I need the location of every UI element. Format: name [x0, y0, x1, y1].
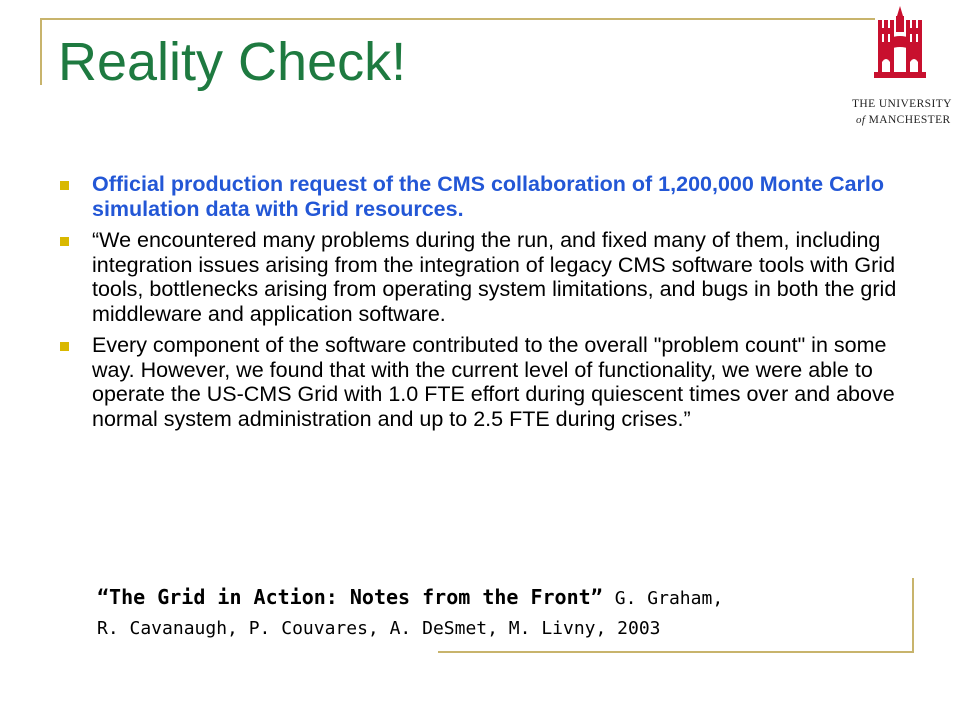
citation-authors-start: G. Graham,	[614, 588, 724, 609]
logo-text-of: of	[856, 114, 866, 126]
bullet-square-icon	[60, 181, 69, 190]
bullet-list	[60, 172, 920, 438]
citation	[97, 582, 897, 644]
citation-title: “The Grid in Action: Notes from the Front”	[97, 585, 603, 609]
logo-text-name: MANCHESTER	[868, 114, 951, 126]
frame-left-rule	[40, 18, 42, 85]
bullet-item	[60, 172, 920, 221]
university-crest-icon	[846, 6, 954, 96]
bullet-square-icon	[60, 342, 69, 351]
citation-line-1	[97, 582, 897, 614]
frame-bottom-rule	[438, 651, 914, 653]
bullet-text: Official production request of the CMS collaboration of 1,200,000 Monte Carlo simulation data with Grid resources.	[92, 172, 885, 221]
university-logo	[846, 6, 954, 136]
slide-title: Reality Check!	[58, 32, 407, 92]
bullet-square-icon	[60, 237, 69, 246]
frame-right-rule	[912, 578, 914, 653]
bullet-item	[60, 228, 920, 326]
frame-top-rule	[40, 18, 875, 20]
bullet-item	[60, 333, 920, 431]
logo-text-manchester	[856, 114, 960, 126]
logo-text-university: THE UNIVERSITY	[852, 98, 952, 110]
bullet-text: Every component of the software contributed to the overall "problem count" in some way. However, we found that with the current level of functionality, we were able to operate the US-CMS Grid with 1.0 FTE effort during quiescent times over and above normal system administration and up to 2.5 FTE during crises.”	[92, 333, 895, 431]
bullet-text: “We encountered many problems during the run, and fixed many of them, including integration issues arising from the integration of legacy CMS software tools with Grid tools, bottlenecks arising from operating system limitations, and bugs in both the grid middleware and application software.	[92, 228, 897, 326]
citation-authors-rest: R. Cavanaugh, P. Couvares, A. DeSmet, M. Livny, 2003	[97, 618, 661, 639]
